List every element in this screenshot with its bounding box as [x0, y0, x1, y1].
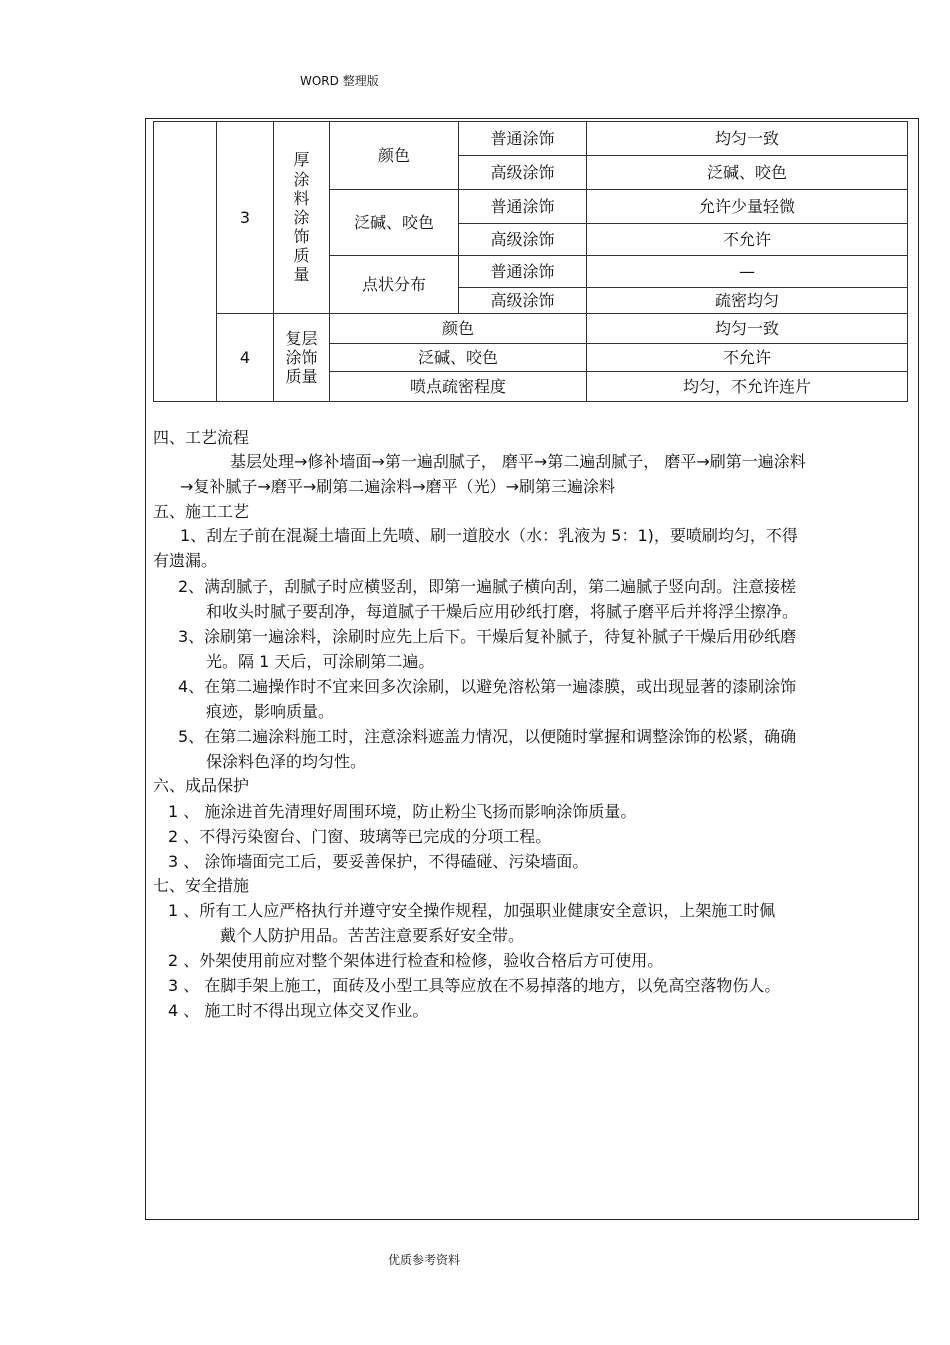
requirement-cell: 均匀一致: [587, 314, 908, 344]
category-thick-coating: 厚 涂 料 涂 饰 质 量: [274, 122, 330, 314]
page-footer: 优质参考资料: [388, 1253, 461, 1267]
grade-cell: 高级涂饰: [459, 156, 587, 190]
requirement-cell: 均匀，不允许连片: [587, 372, 908, 402]
section-5-title: 五、施工工艺: [153, 502, 250, 521]
protection-item-3: 3 、 涂饰墙面完工后，要妥善保护，不得磕碰、污染墙面。: [168, 852, 589, 871]
process-line-1: 基层处理→修补墙面→第一遍刮腻子， 磨平→第二遍刮腻子， 磨平→刷第一遍涂料: [230, 452, 806, 471]
protection-item-1: 1 、 施涂进首先清理好周围环境，防止粉尘飞扬而影响涂饰质量。: [168, 802, 637, 821]
requirement-cell: 泛碱、咬色: [587, 156, 908, 190]
safety-item-4: 4 、 施工时不得出现立体交叉作业。: [168, 1001, 429, 1020]
section-6-title: 六、成品保护: [153, 776, 250, 795]
requirement-cell: 不允许: [587, 224, 908, 256]
craft-item-3-line-2: 光。隔 1 天后，可涂刷第二遍。: [206, 652, 435, 671]
section-4-title: 四、工艺流程: [153, 428, 250, 447]
item-name: 喷点疏密程度: [330, 372, 587, 402]
craft-item-4-line-2: 痕迹，影响质量。: [206, 702, 335, 721]
safety-item-1-line-2: 戴个人防护用品。苦苦注意要系好安全带。: [220, 926, 525, 945]
craft-item-2-line-1: 2、满刮腻子，刮腻子时应横竖刮，即第一遍腻子横向刮，第二遍腻子竖向刮。注意接槎: [178, 577, 797, 596]
safety-item-2: 2 、外架使用前应对整个架体进行检查和检修，验收合格后方可使用。: [168, 951, 664, 970]
item-name: 点状分布: [330, 256, 459, 314]
section-7-title: 七、安全措施: [153, 876, 250, 895]
page-header: WORD 整理版: [300, 74, 379, 88]
safety-item-3: 3 、 在脚手架上施工，面砖及小型工具等应放在不易掉落的地方，以免高空落物伤人。: [168, 976, 781, 995]
craft-item-5-line-2: 保涂料色泽的均匀性。: [206, 752, 367, 771]
grade-cell: 普通涂饰: [459, 122, 587, 156]
craft-item-1-line-2: 有遗漏。: [153, 551, 218, 570]
category-multilayer-coating: 复层 涂饰 质量: [274, 314, 330, 402]
grade-cell: 高级涂饰: [459, 288, 587, 314]
quality-table: [153, 121, 908, 402]
item-name: 泛碱、咬色: [330, 190, 459, 256]
row-number-3: 3: [217, 122, 274, 314]
grade-cell: 高级涂饰: [459, 224, 587, 256]
grade-cell: 普通涂饰: [459, 190, 587, 224]
requirement-cell: —: [587, 256, 908, 288]
blank-cell: [154, 122, 217, 402]
safety-item-1-line-1: 1 、所有工人应严格执行并遵守安全操作规程，加强职业健康安全意识，上架施工时佩: [168, 901, 776, 920]
requirement-cell: 均匀一致: [587, 122, 908, 156]
grade-cell: 普通涂饰: [459, 256, 587, 288]
craft-item-1-line-1: 1、刮左子前在混凝土墙面上先喷、刷一道胶水（水：乳液为 5：1)，要喷刷均匀，不得: [180, 526, 798, 545]
craft-item-5-line-1: 5、在第二遍涂料施工时，注意涂料遮盖力情况，以便随时掌握和调整涂饰的松紧，确确: [178, 727, 797, 746]
item-name: 颜色: [330, 122, 459, 190]
craft-item-2-line-2: 和收头时腻子要刮净，每道腻子干燥后应用砂纸打磨，将腻子磨平后并将浮尘擦净。: [206, 602, 799, 621]
row-number-4: 4: [217, 314, 274, 402]
craft-item-3-line-1: 3、涂刷第一遍涂料，涂刷时应先上后下。干燥后复补腻子，待复补腻子干燥后用砂纸磨: [178, 627, 797, 646]
requirement-cell: 疏密均匀: [587, 288, 908, 314]
requirement-cell: 允许少量轻微: [587, 190, 908, 224]
protection-item-2: 2 、不得污染窗台、门窗、玻璃等已完成的分项工程。: [168, 827, 552, 846]
process-line-2: →复补腻子→磨平→刷第二遍涂料→磨平（光）→刷第三遍涂料: [180, 477, 616, 496]
item-name: 泛碱、咬色: [330, 344, 587, 372]
item-name: 颜色: [330, 314, 587, 344]
craft-item-4-line-1: 4、在第二遍操作时不宜来回多次涂刷，以避免溶松第一遍漆膜，或出现显著的漆刷涂饰: [178, 677, 797, 696]
requirement-cell: 不允许: [587, 344, 908, 372]
